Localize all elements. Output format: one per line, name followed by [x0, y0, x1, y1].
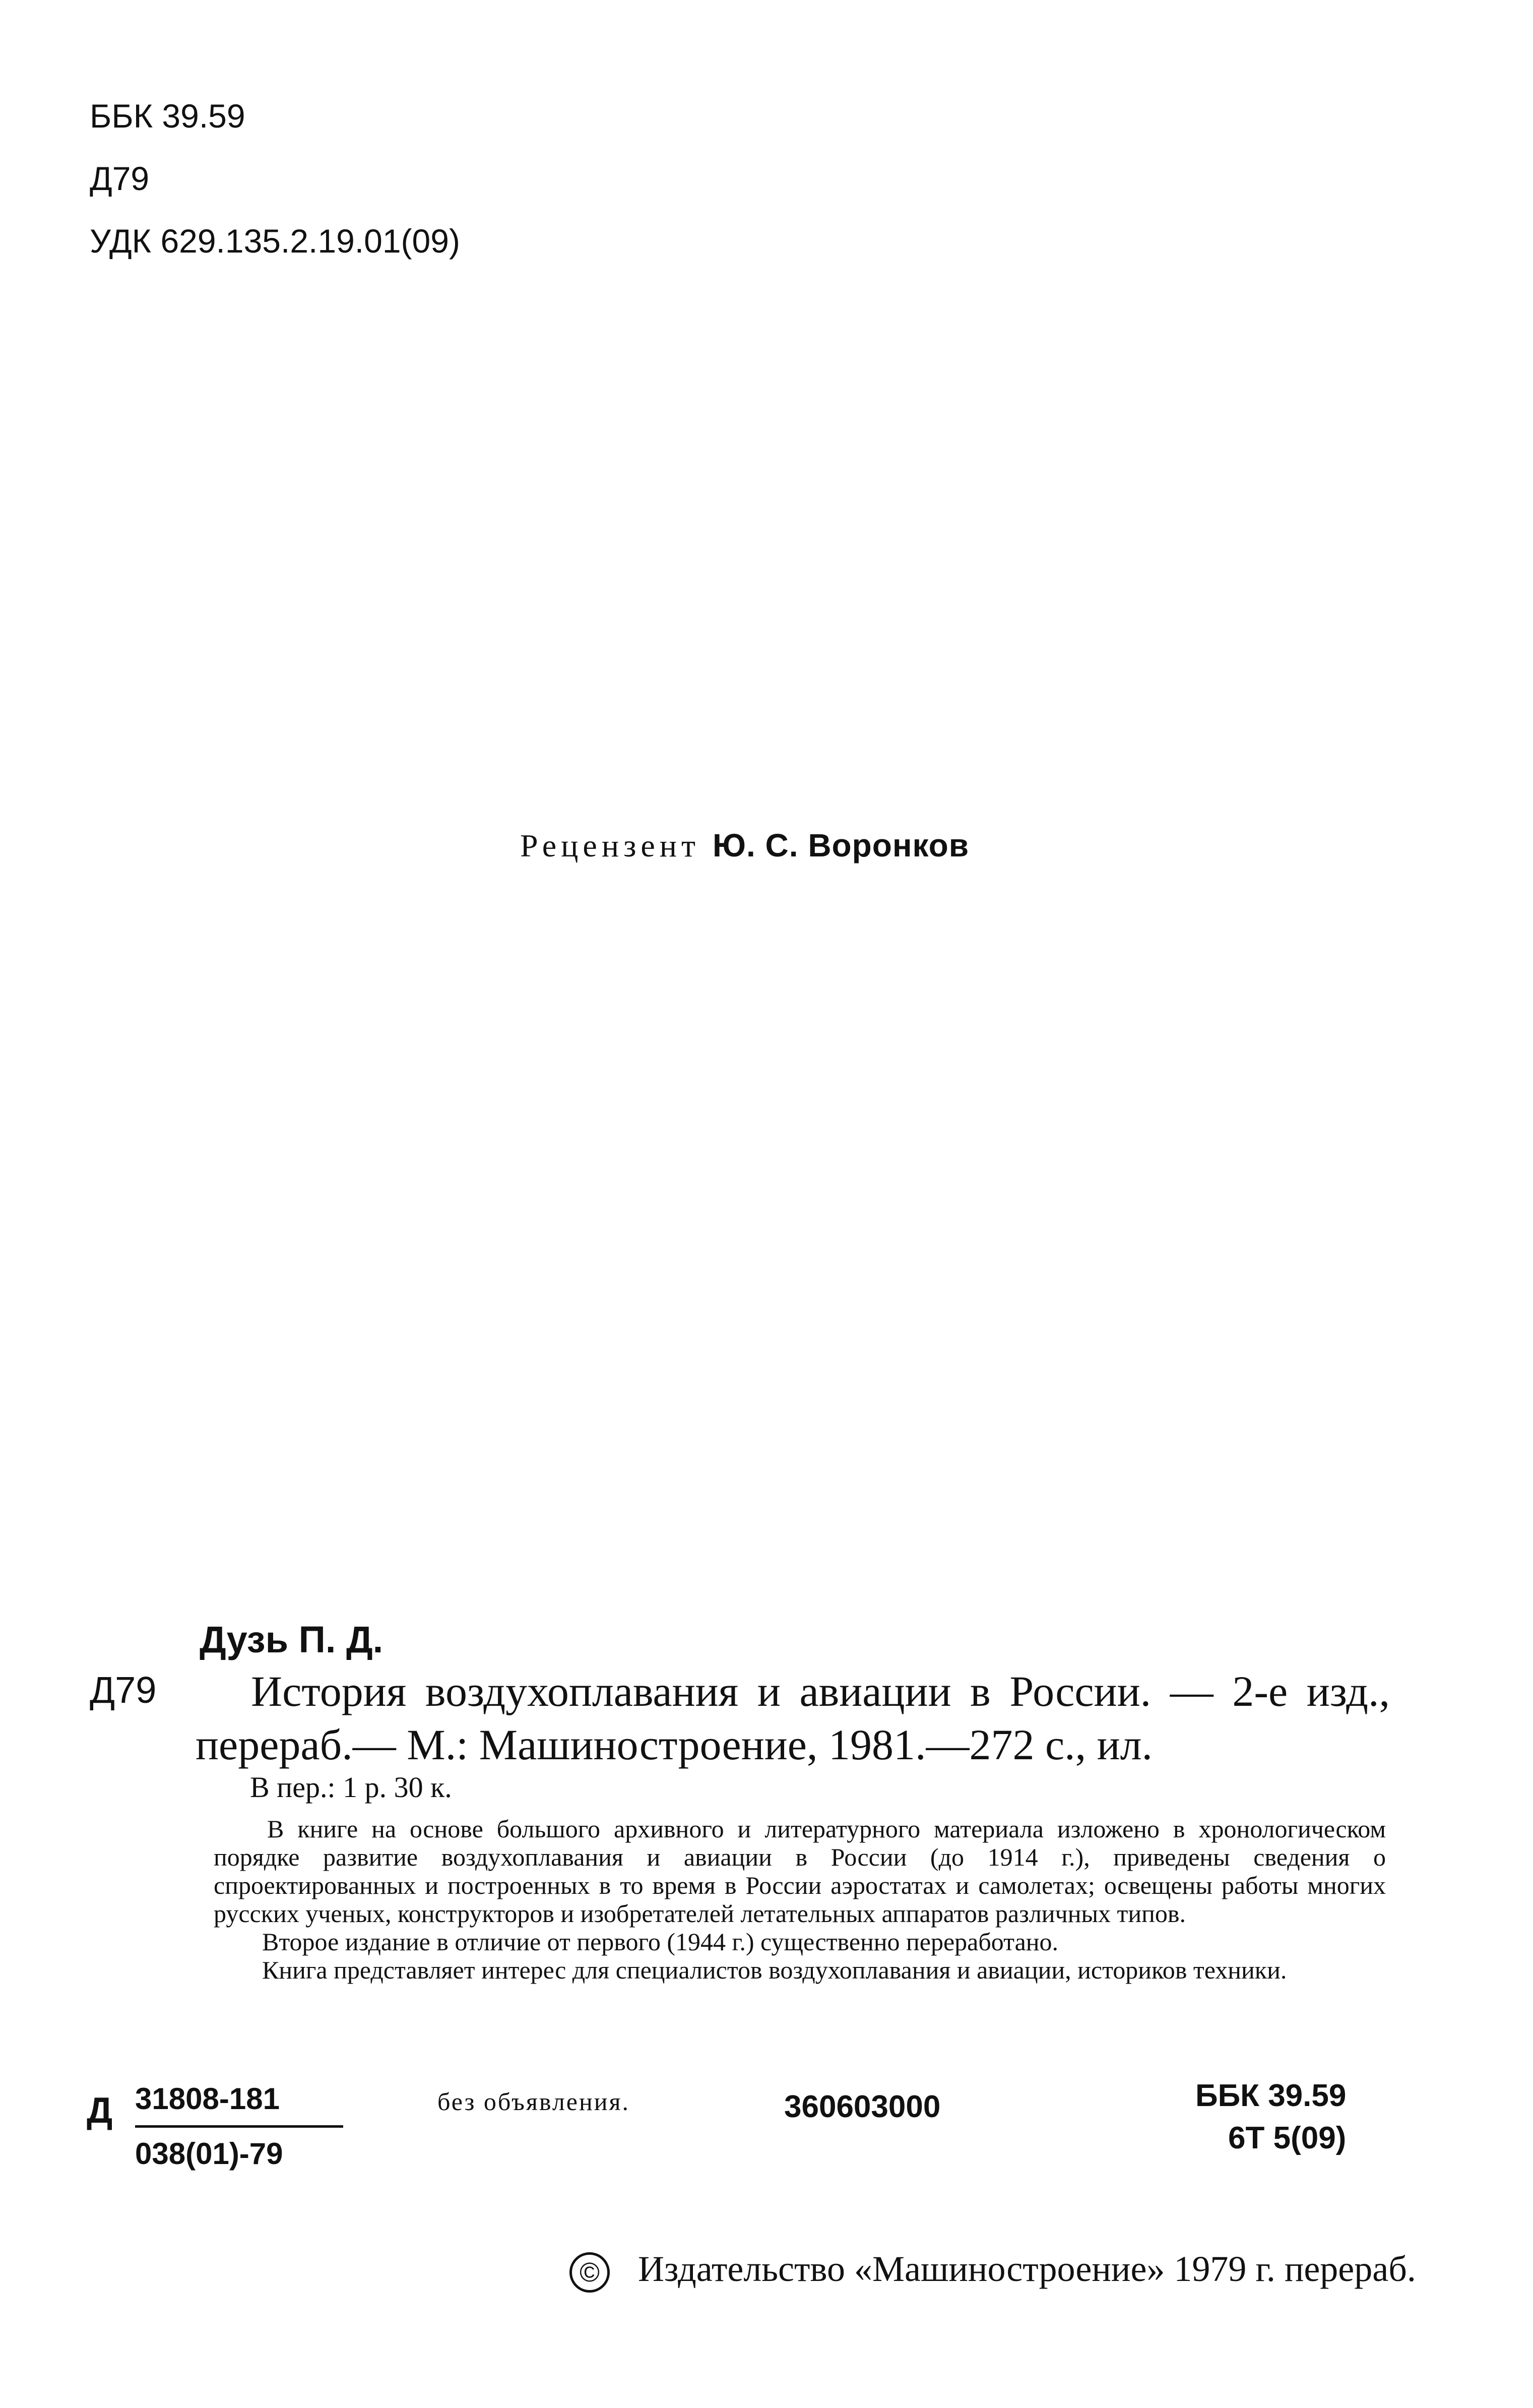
- copyright-line: [569, 2248, 1416, 2293]
- reviewer-label: Рецензент: [520, 828, 700, 863]
- annotation-paragraph: Книга представляет интерес для специалистов воздухоплавания и авиации, историков техники.: [262, 1956, 1287, 1984]
- bibliographic-mark: Д79: [90, 1669, 157, 1711]
- author-mark: Д79: [90, 160, 150, 197]
- classification-block: [90, 85, 460, 272]
- bbk-index-line2: 6Т 5(09): [1228, 2121, 1347, 2155]
- annotation: [214, 1815, 1386, 1984]
- bbk-code: ББК 39.59: [90, 97, 245, 135]
- book-author: Дузь П. Д.: [200, 1619, 384, 1660]
- index-letter: Д: [87, 2090, 113, 2131]
- udk-code: УДК 629.135.2.19.01(09): [90, 222, 460, 260]
- copyright-text: Издательство «Машиностроение» 1979 г. перераб.: [638, 2249, 1416, 2289]
- price-line: В пер.: 1 р. 30 к.: [250, 1771, 452, 1804]
- index-numerator: 31808-181: [135, 2073, 343, 2128]
- reviewer-name: Ю. С. Воронков: [712, 827, 970, 863]
- copyright-icon: ©: [569, 2252, 610, 2293]
- bibliographic-description: История воздухоплавания и авиации в России. — 2-е изд., перераб.— М.: Машиностроение, 1981.—272 с., ил.: [196, 1667, 1390, 1769]
- no-ads-note: без объявления.: [437, 2087, 630, 2116]
- bbk-index: [1195, 2075, 1346, 2159]
- annotation-paragraph: В книге на основе большого архивного и литературного материала изложено в хронологическом порядке развитие воздухоплавания и авиации в России (до 1914 г.), приведены сведения о спроектированных и построенных в то время в России аэростатах и самолетах; освещены работы многих русских ученых, конструкторов и изобретателей летательных аппаратов различных типов.: [214, 1815, 1386, 1928]
- bbk-index-line1: ББК 39.59: [1195, 2078, 1347, 2113]
- reviewer-line: [520, 827, 969, 865]
- annotation-paragraph: Второе издание в отличие от первого (1944 г.) существенно переработано.: [262, 1928, 1059, 1956]
- index-fraction: [135, 2073, 343, 2180]
- index-denominator: 038(01)-79: [135, 2137, 283, 2171]
- publication-code: 360603000: [784, 2089, 941, 2124]
